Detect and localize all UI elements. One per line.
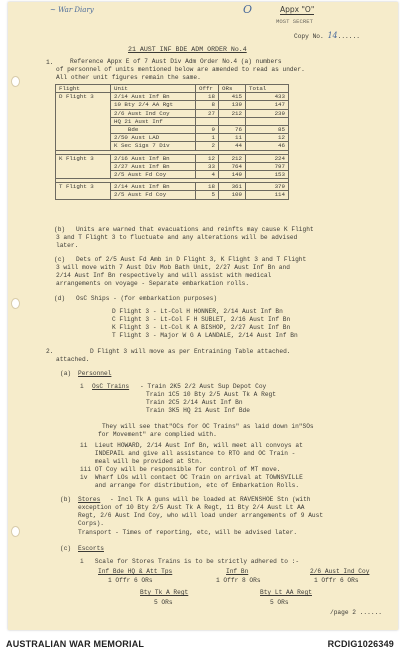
unit-cell: 2/50 Aust LAD: [111, 134, 196, 142]
ship-oc-line: C Flight 3 - Lt-Col F H SUBLET, 2/16 Aust Inf Bn: [112, 316, 291, 323]
copy-no-dots: ......: [337, 33, 360, 40]
scale-head: Bty Lt AA Regt: [260, 589, 312, 596]
scale-value: 1 Offr 6 ORs: [314, 577, 359, 584]
osc-instruction-line: for Movement" are complied with.: [98, 431, 217, 438]
scale-head: 2/6 Aust Ind Coy: [310, 568, 370, 575]
ors-cell: 11: [219, 134, 246, 142]
para-2-number: 2.: [46, 348, 54, 355]
section-c-number: (c): [60, 545, 72, 552]
osc-trains-title: OsC Trains: [92, 383, 130, 390]
flight-cell: T Flight 3: [56, 183, 111, 199]
ors-cell: 212: [219, 154, 246, 162]
sub-i-number: i: [80, 383, 84, 390]
ship-oc-line: T Flight 3 - Major W G A LANDALE, 2/14 Aust Inf Bn: [112, 332, 298, 339]
offr-cell: 27: [196, 109, 219, 117]
secret-stamp: MOST SECRET: [276, 18, 313, 25]
scale-head: Bty Tk A Regt: [140, 589, 189, 596]
ors-cell: 76: [219, 126, 246, 134]
total-cell: 239: [246, 109, 289, 117]
total-cell: 46: [246, 142, 289, 150]
scale-value: 5 ORs: [270, 599, 289, 606]
ship-oc-line: K Flight 3 - Lt-Col K A BISHOP, 2/27 Aust Inf Bn: [112, 324, 291, 331]
para-1-line: All other unit figures remain the same.: [56, 74, 201, 81]
section-a-number: (a): [60, 370, 72, 377]
offr-cell: 33: [196, 162, 219, 170]
scale-value: 1 Offr 8 ORs: [216, 577, 261, 584]
page-continuation: /page 2 ......: [330, 609, 382, 616]
total-cell: 147: [246, 101, 289, 109]
train-line: Train 2C5 2/14 Aust Inf Bn: [146, 399, 243, 406]
archive-record-id: RCDIG1026349: [327, 639, 394, 649]
total-cell: 224: [246, 154, 289, 162]
escort-scale-line: i Scale for Stores Trains is to be strictly adhered to :-: [80, 558, 300, 565]
document-page: [8, 2, 398, 630]
col-header-unit: Unit: [111, 85, 196, 93]
offr-cell: 8: [196, 101, 219, 109]
ors-cell: 361: [219, 183, 246, 191]
total-cell: 797: [246, 162, 289, 170]
archive-name: AUSTRALIAN WAR MEMORIAL: [6, 639, 145, 649]
table-header-row: [56, 85, 289, 93]
unit-cell: 2/6 Aust Ind Coy: [111, 109, 196, 117]
col-header-offr: Offr: [196, 85, 219, 93]
para-2-line: D Flight 3 will move as per Entraining Table attached.: [90, 348, 291, 355]
osc-instruction-line: They will see that"OCs for OC Trains" as laid down in"SOs: [102, 423, 314, 430]
train-line: - Train 2K5 2/2 Aust Sup Depot Coy: [140, 383, 267, 390]
flight-cell: K Flight 3: [56, 154, 111, 179]
flight-cell: D Flight 3: [56, 93, 111, 150]
para-b-line: Units are warned that evacuations and reinfts may cause K Flight: [76, 226, 314, 233]
para-d-title: OsC Ships - (for embarkation purposes): [76, 295, 218, 302]
para-b-number: (b): [54, 226, 66, 233]
copy-no-text: Copy No.: [294, 33, 324, 40]
para-1-number: 1.: [46, 59, 54, 66]
unit-cell: 2/27 Aust Inf Bn: [111, 162, 196, 170]
offr-cell: [196, 117, 219, 125]
offr-cell: 18: [196, 183, 219, 191]
para-c-line: arrangements on voyage - Separate embarkation rolls.: [56, 280, 250, 287]
sub-iii-line: iii OT Coy will be responsible for control of MT move.: [80, 466, 281, 473]
scale-value: 1 Offr 6 ORs: [108, 577, 153, 584]
sub-iv-line: iv Wharf LOs will contact OC Train on arrival at TOWNSVILLE: [80, 474, 303, 481]
unit-cell: 2/5 Aust Fd Coy: [111, 191, 196, 199]
para-b-line: later.: [56, 242, 79, 249]
unit-cell: 2/5 Aust Fd Coy: [111, 171, 196, 179]
total-cell: 85: [246, 126, 289, 134]
offr-cell: 18: [196, 93, 219, 101]
sub-ii-line: ii Lieut HOWARD, 2/14 Aust Inf Bn, will meet all convoys at: [80, 442, 303, 449]
para-c-line: 3 will move with 7 Aust Div Mob Bath Unit, 2/27 Aust Inf Bn and: [56, 264, 290, 271]
table-row: [56, 154, 289, 162]
col-header-total: Total: [246, 85, 289, 93]
section-b-title: Stores: [78, 496, 101, 503]
para-2-line: attached.: [56, 356, 90, 363]
stores-line: - Incl Tk A guns will be loaded at RAVENSHOE Stn (with: [110, 496, 311, 503]
ors-cell: 212: [219, 109, 246, 117]
ors-cell: 764: [219, 162, 246, 170]
ors-cell: 109: [219, 191, 246, 199]
para-b-line: 3 and T Flight 3 to fluctuate and any alterations will be advised: [56, 234, 298, 241]
ors-cell: 44: [219, 142, 246, 150]
total-cell: 114: [246, 191, 289, 199]
total-cell: 379: [246, 183, 289, 191]
stores-line: Transport - Times of reporting, etc, will be advised later.: [78, 529, 298, 536]
unit-cell: 2/14 Aust Inf Bn: [111, 93, 196, 101]
para-c-line: 2/14 Aust Inf Bn respectively and will assist with medical: [56, 272, 272, 279]
flights-table: [55, 84, 289, 200]
col-header-flight: Flight: [56, 85, 111, 93]
offr-cell: 2: [196, 142, 219, 150]
table-row: [56, 183, 289, 191]
para-1-line: Reference Appx E of 7 Aust Div Adm Order No.4 (a) numbers: [70, 58, 282, 65]
circled-letter: O: [243, 3, 253, 16]
total-cell: [246, 117, 289, 125]
unit-cell: 10 Bty 2/4 AA Rgt: [111, 101, 196, 109]
stores-line: Regt, 2/6 Aust Ind Coy, who will load under arrangements of 9 Aust: [78, 512, 324, 519]
war-diary-scribble: ~ War Diary: [50, 6, 94, 14]
scale-value: 5 ORs: [154, 599, 173, 606]
total-cell: 12: [246, 134, 289, 142]
col-header-ors: ORs: [219, 85, 246, 93]
punch-hole: [11, 298, 20, 309]
para-c-number: (c): [54, 256, 66, 263]
train-line: Train 1C5 10 Bty 2/5 Aust Tk A Regt: [146, 391, 276, 398]
scale-head: Inf Bn: [226, 568, 249, 575]
section-a-title: Personnel: [78, 370, 112, 377]
sub-iv-line: and arrange for distribution, etc of Embarkation Rolls.: [80, 482, 300, 489]
ship-oc-line: D Flight 3 - Lt-Col H HONNER, 2/14 Aust Inf Bn: [112, 308, 283, 315]
copy-no-label: [294, 32, 360, 41]
offr-cell: 5: [196, 191, 219, 199]
offr-cell: 9: [196, 126, 219, 134]
unit-cell: HQ 21 Aust Inf: [111, 117, 196, 125]
copy-no-value: 14: [327, 31, 338, 40]
unit-cell: K Sec Sigs 7 Div: [111, 142, 196, 150]
ors-cell: 415: [219, 93, 246, 101]
total-cell: 153: [246, 171, 289, 179]
unit-cell: 2/14 Aust Inf Bn: [111, 183, 196, 191]
offr-cell: 1: [196, 134, 219, 142]
unit-cell: Bde: [111, 126, 196, 134]
offr-cell: 4: [196, 171, 219, 179]
appx-label: Appx "O": [280, 5, 315, 14]
section-c-title: Escorts: [78, 545, 104, 552]
para-d-number: (d): [54, 295, 66, 302]
sub-ii-line: INDEPAIL and give all assistance to RTO and OC Train -: [80, 450, 296, 457]
stores-line: exception of 10 Bty 2/5 Aust Tk A Regt, 11 Bty 2/4 Aust Lt AA: [78, 504, 305, 511]
stores-line: Corps).: [78, 520, 104, 527]
total-cell: 433: [246, 93, 289, 101]
sub-ii-line: meal will be provided at Stn.: [80, 458, 203, 465]
punch-hole: [11, 526, 20, 537]
table-row: [56, 93, 289, 101]
punch-hole: [11, 76, 20, 87]
para-1-line: of personnel of units mentioned below are amended to read as under.: [56, 66, 305, 73]
unit-cell: 2/16 Aust Inf Bn: [111, 154, 196, 162]
para-c-line: Dets of 2/5 Aust Fd Amb in D Flight 3, K Flight 3 and T Flight: [76, 256, 307, 263]
section-b-number: (b): [60, 496, 72, 503]
offr-cell: 12: [196, 154, 219, 162]
ors-cell: 139: [219, 101, 246, 109]
scale-head: Inf Bde HQ & Att Tps: [98, 568, 173, 575]
archive-footer: [0, 633, 400, 654]
ors-cell: 149: [219, 171, 246, 179]
order-heading: 21 AUST INF BDE ADM ORDER No.4: [128, 46, 247, 53]
ors-cell: [219, 117, 246, 125]
train-line: Train 3K5 HQ 21 Aust Inf Bde: [146, 407, 250, 414]
